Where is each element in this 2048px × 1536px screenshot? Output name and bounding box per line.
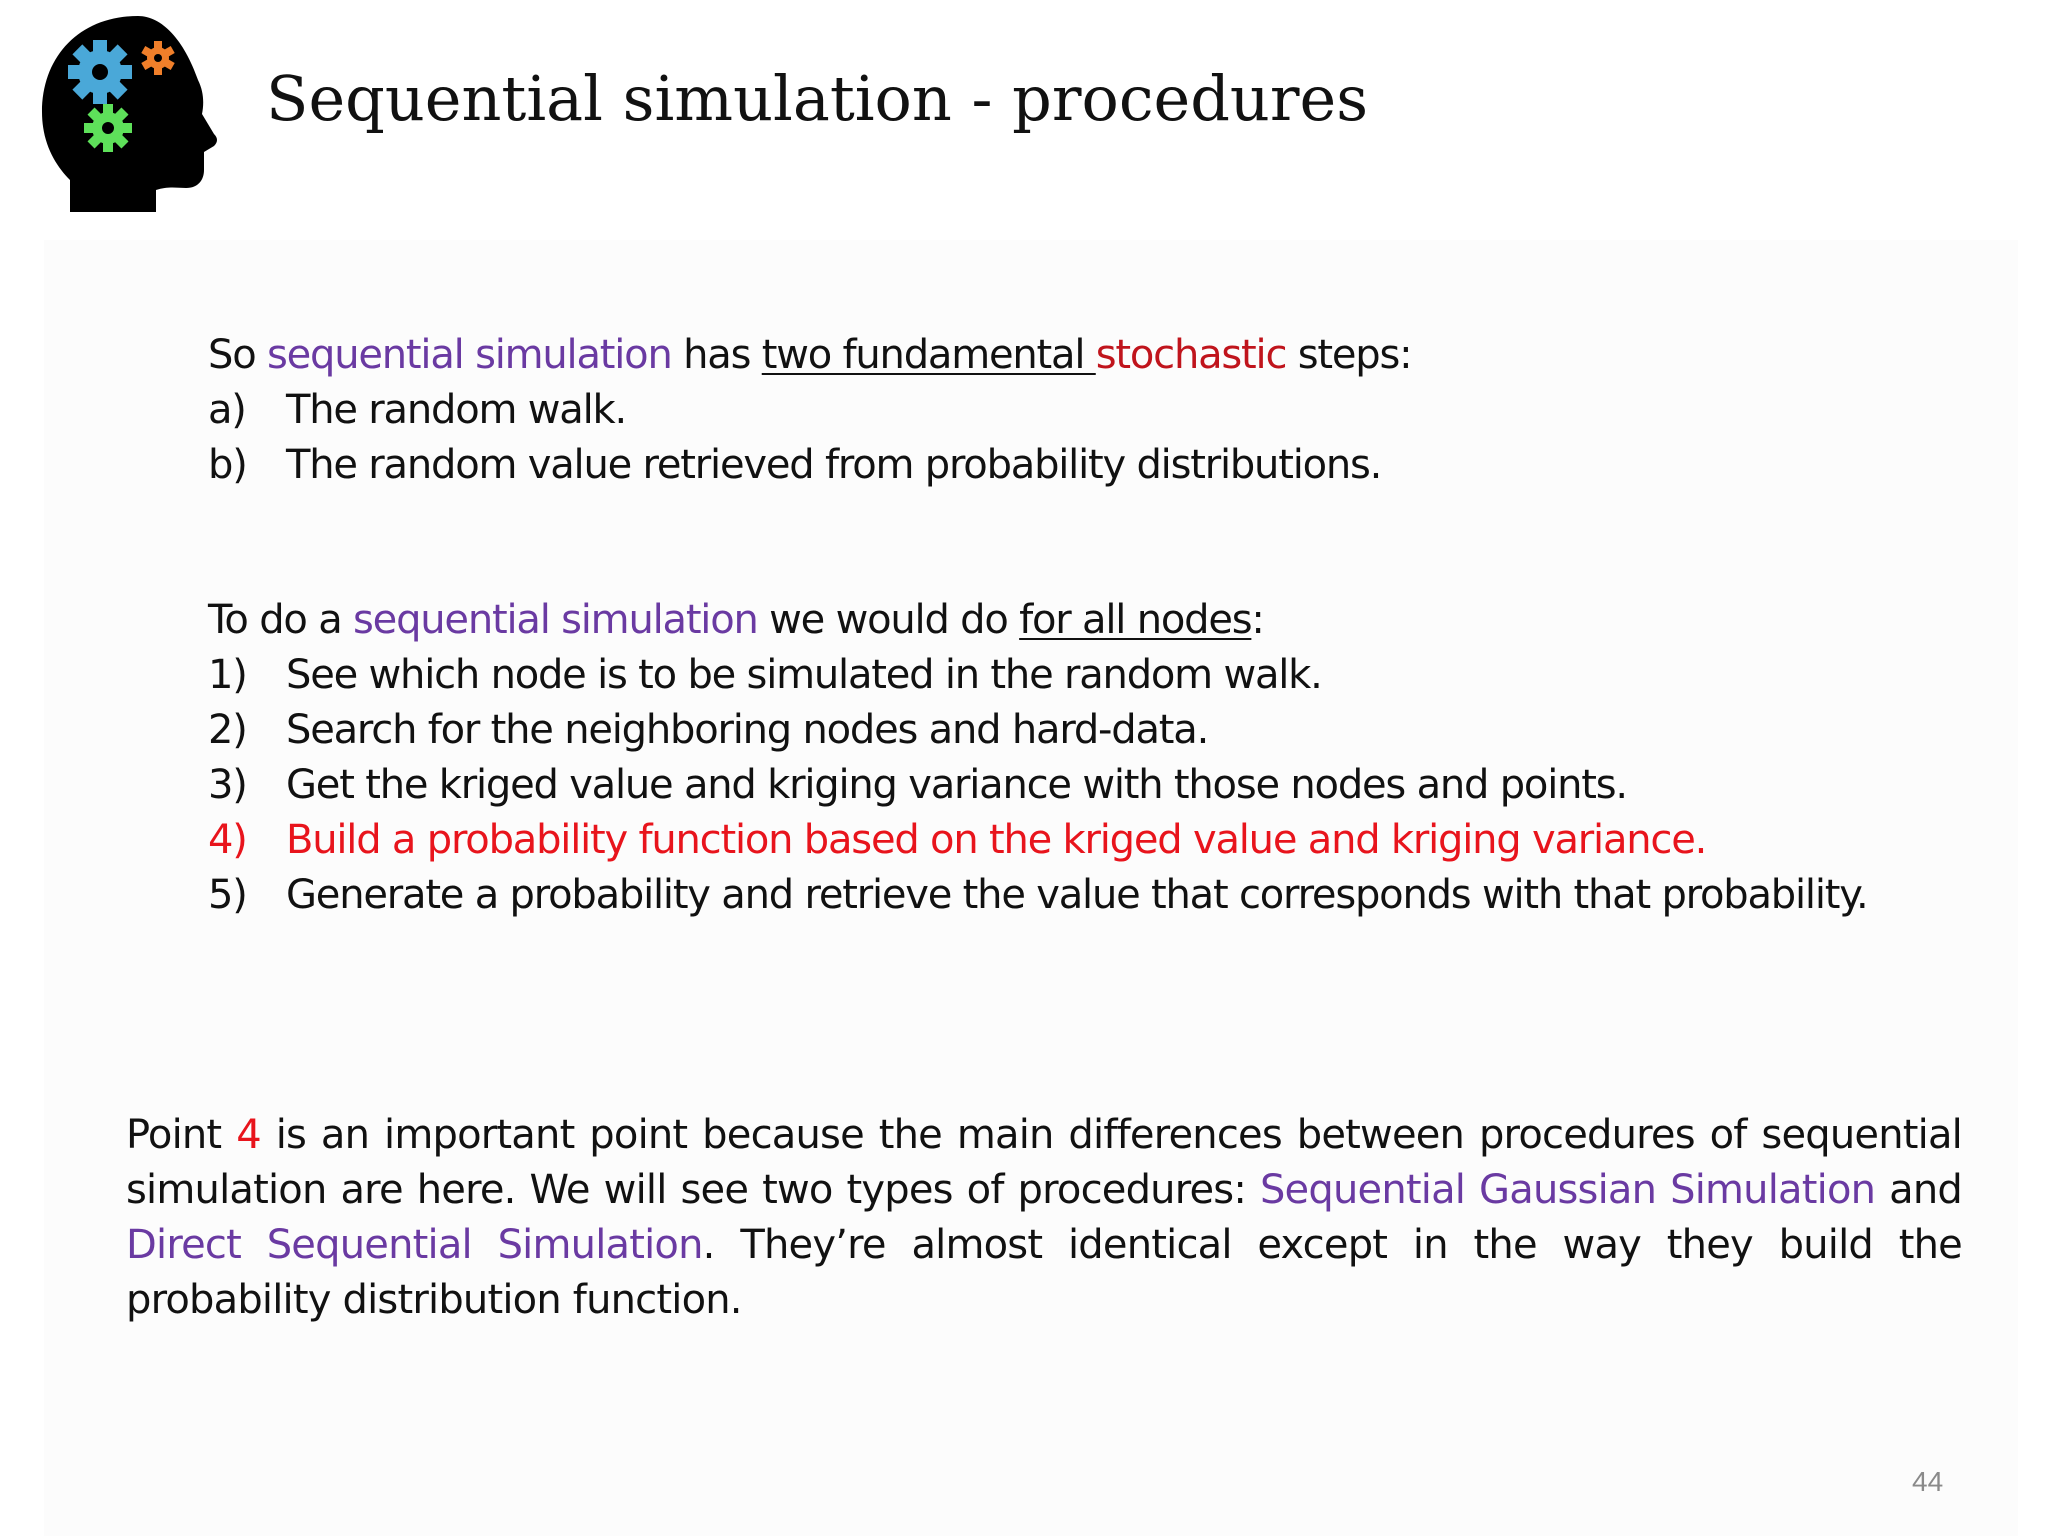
list-marker: b) xyxy=(208,442,247,488)
list-marker: a) xyxy=(208,387,246,433)
step-text: Build a probability function based on the kriged value and kriging variance. xyxy=(286,817,1707,863)
procedure-line: To do a sequential simulation we would do for all nodes: xyxy=(208,597,1264,643)
step-item xyxy=(208,648,1868,703)
intro-block xyxy=(208,328,1411,493)
underlined-text: two fundamental xyxy=(761,332,1096,378)
conclusion-paragraph: Point 4 is an important point because the main differences between procedures of sequential simulation are here. We will see two types of procedures: Sequential Gaussian Simulation and Direct Sequential Simulation. They’re almost identical except in the way they build the probability distribution function. xyxy=(126,1112,1962,1323)
step-item xyxy=(208,758,1868,813)
step-text: See which node is to be simulated in the random walk. xyxy=(286,652,1322,698)
page-number: 44 xyxy=(1912,1466,1944,1497)
term-stochastic: stochastic xyxy=(1095,332,1287,378)
step-item xyxy=(208,703,1868,758)
head-with-gears-icon xyxy=(38,14,228,212)
term-sequential-simulation: sequential simulation xyxy=(353,597,758,643)
list-item xyxy=(208,383,1411,438)
step-marker: 4) xyxy=(208,817,247,863)
page-title: Sequential simulation - procedures xyxy=(266,62,1369,135)
term-sgs: Sequential Gaussian Simulation xyxy=(1259,1167,1876,1213)
step-marker: 3) xyxy=(208,762,247,808)
step-text: Search for the neighboring nodes and hard-data. xyxy=(286,707,1209,753)
underlined-text: for all nodes xyxy=(1019,597,1252,643)
step-text: Get the kriged value and kriging variance with those nodes and points. xyxy=(286,762,1627,808)
point-number: 4 xyxy=(236,1112,261,1158)
intro-line: So sequential simulation has two fundamental stochastic steps: xyxy=(208,332,1412,378)
step-text: Generate a probability and retrieve the value that corresponds with that probability. xyxy=(286,872,1868,918)
step-item-highlighted xyxy=(208,813,1868,868)
list-item-text: The random walk. xyxy=(286,387,626,433)
step-marker: 2) xyxy=(208,707,247,753)
term-sequential-simulation: sequential simulation xyxy=(266,332,672,378)
step-marker: 5) xyxy=(208,872,247,918)
step-item xyxy=(208,868,1868,923)
list-item-text: The random value retrieved from probability distributions. xyxy=(286,442,1382,488)
step-marker: 1) xyxy=(208,652,247,698)
procedure-block xyxy=(208,593,1868,923)
term-dss: Direct Sequential Simulation xyxy=(126,1222,703,1268)
list-item xyxy=(208,438,1411,493)
